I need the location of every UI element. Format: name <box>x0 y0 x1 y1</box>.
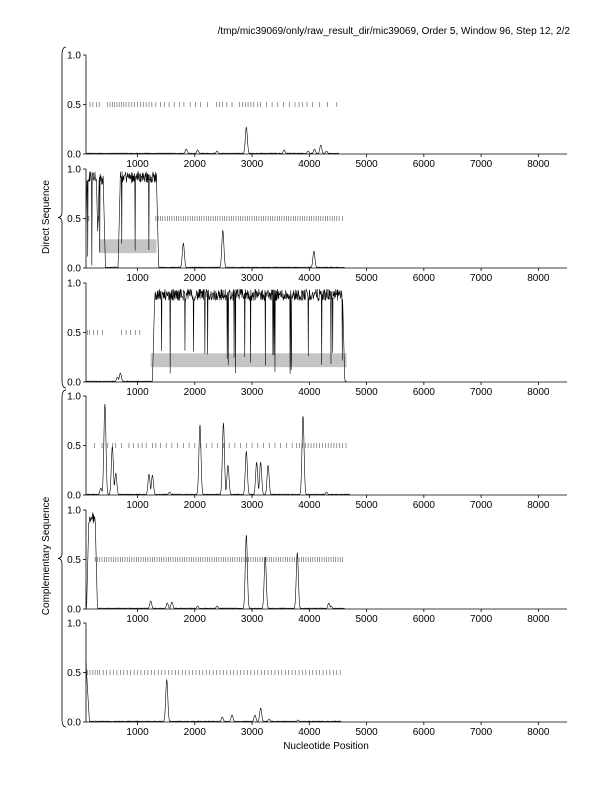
y-tick-label: 0.0 <box>67 263 81 275</box>
x-tick-label: 4000 <box>298 727 321 738</box>
orf-bar <box>99 239 156 253</box>
x-tick-label: 7000 <box>469 614 493 625</box>
x-tick-label: 7000 <box>469 387 493 398</box>
x-tick-label: 8000 <box>527 727 550 738</box>
x-tick-label: 4000 <box>298 273 321 284</box>
coding-probability-line <box>86 127 339 153</box>
y-tick-label: 0.5 <box>67 668 81 679</box>
y-tick-label: 0.0 <box>67 377 81 389</box>
x-tick-label: 4000 <box>298 387 321 398</box>
x-tick-label: 3000 <box>240 500 264 511</box>
x-tick-label: 8000 <box>527 387 550 398</box>
y-tick-label: 0.0 <box>67 717 81 729</box>
coding-probability-line <box>86 663 341 722</box>
x-tick-label: 8000 <box>527 500 550 511</box>
x-tick-label: 1000 <box>126 273 149 284</box>
x-tick-label: 3000 <box>240 273 264 284</box>
brace-complementary <box>58 390 66 727</box>
panel-frame-4 <box>67 506 567 626</box>
x-tick-label: 3000 <box>240 387 264 398</box>
y-tick-label: 1.0 <box>67 618 81 630</box>
x-tick-label: 1000 <box>126 500 149 511</box>
y-tick-label: 0.5 <box>67 555 81 566</box>
y-tick-label: 0.5 <box>67 328 81 339</box>
y-tick-label: 1.0 <box>67 391 81 403</box>
x-tick-label: 7000 <box>469 273 493 284</box>
x-tick-label: 2000 <box>183 387 206 398</box>
y-tick-label: 0.5 <box>67 214 81 225</box>
x-tick-label: 2000 <box>183 273 206 284</box>
y-tick-label: 1.0 <box>67 50 81 62</box>
x-tick-label: 5000 <box>355 387 378 398</box>
panel-frame-5 <box>67 619 567 739</box>
panel-frame-1 <box>67 165 567 285</box>
x-tick-label: 2000 <box>183 727 206 738</box>
x-tick-label: 6000 <box>412 387 435 398</box>
x-tick-label: 2000 <box>183 159 206 170</box>
x-tick-label: 6000 <box>412 614 435 625</box>
x-tick-label: 3000 <box>240 159 264 170</box>
x-tick-label: 6000 <box>412 727 435 738</box>
x-tick-label: 5000 <box>355 159 378 170</box>
panel-frame-2 <box>67 279 567 399</box>
y-tick-label: 1.0 <box>67 164 81 176</box>
x-tick-label: 6000 <box>412 159 435 170</box>
x-tick-label: 3000 <box>240 727 264 738</box>
x-tick-label: 8000 <box>527 614 550 625</box>
x-tick-label: 4000 <box>298 159 321 170</box>
x-tick-label: 2000 <box>183 614 206 625</box>
x-tick-label: 7000 <box>469 727 493 738</box>
x-tick-label: 1000 <box>126 159 149 170</box>
x-tick-label: 5000 <box>355 727 378 738</box>
group-label-direct: Direct Sequence <box>41 180 52 254</box>
x-tick-label: 4000 <box>298 500 321 511</box>
y-tick-label: 0.0 <box>67 604 81 616</box>
brace-direct <box>58 47 66 388</box>
x-tick-label: 2000 <box>183 500 206 511</box>
x-tick-label: 4000 <box>298 614 321 625</box>
y-tick-label: 1.0 <box>67 505 81 517</box>
group-label-complementary: Complementary Sequence <box>41 496 52 616</box>
panel-frame-0 <box>67 51 567 171</box>
y-tick-label: 0.0 <box>67 490 81 502</box>
coding-probability-line <box>86 289 346 382</box>
page-title: /tmp/mic39069/only/raw_result_dir/mic39069, Order 5, Window 96, Step 12, 2/2 <box>217 26 570 37</box>
x-tick-label: 7000 <box>469 500 493 511</box>
orf-bar <box>151 353 347 367</box>
x-tick-label: 5000 <box>355 273 378 284</box>
x-tick-label: 1000 <box>126 387 149 398</box>
y-tick-label: 0.5 <box>67 441 81 452</box>
coding-probability-line <box>86 404 350 495</box>
x-tick-label: 8000 <box>527 159 550 170</box>
x-axis-label: Nucleotide Position <box>283 741 369 752</box>
x-tick-label: 1000 <box>126 727 149 738</box>
y-tick-label: 0.5 <box>67 100 81 111</box>
x-tick-label: 1000 <box>126 614 149 625</box>
x-tick-label: 3000 <box>240 614 264 625</box>
x-tick-label: 5000 <box>355 614 378 625</box>
x-tick-label: 6000 <box>412 273 435 284</box>
y-tick-label: 1.0 <box>67 278 81 290</box>
x-tick-label: 5000 <box>355 500 378 511</box>
x-tick-label: 8000 <box>527 273 550 284</box>
group-labels <box>41 180 52 616</box>
y-tick-label: 0.0 <box>67 149 81 161</box>
x-tick-label: 7000 <box>469 159 493 170</box>
panel-frame-3 <box>67 392 567 512</box>
x-tick-label: 6000 <box>412 500 435 511</box>
